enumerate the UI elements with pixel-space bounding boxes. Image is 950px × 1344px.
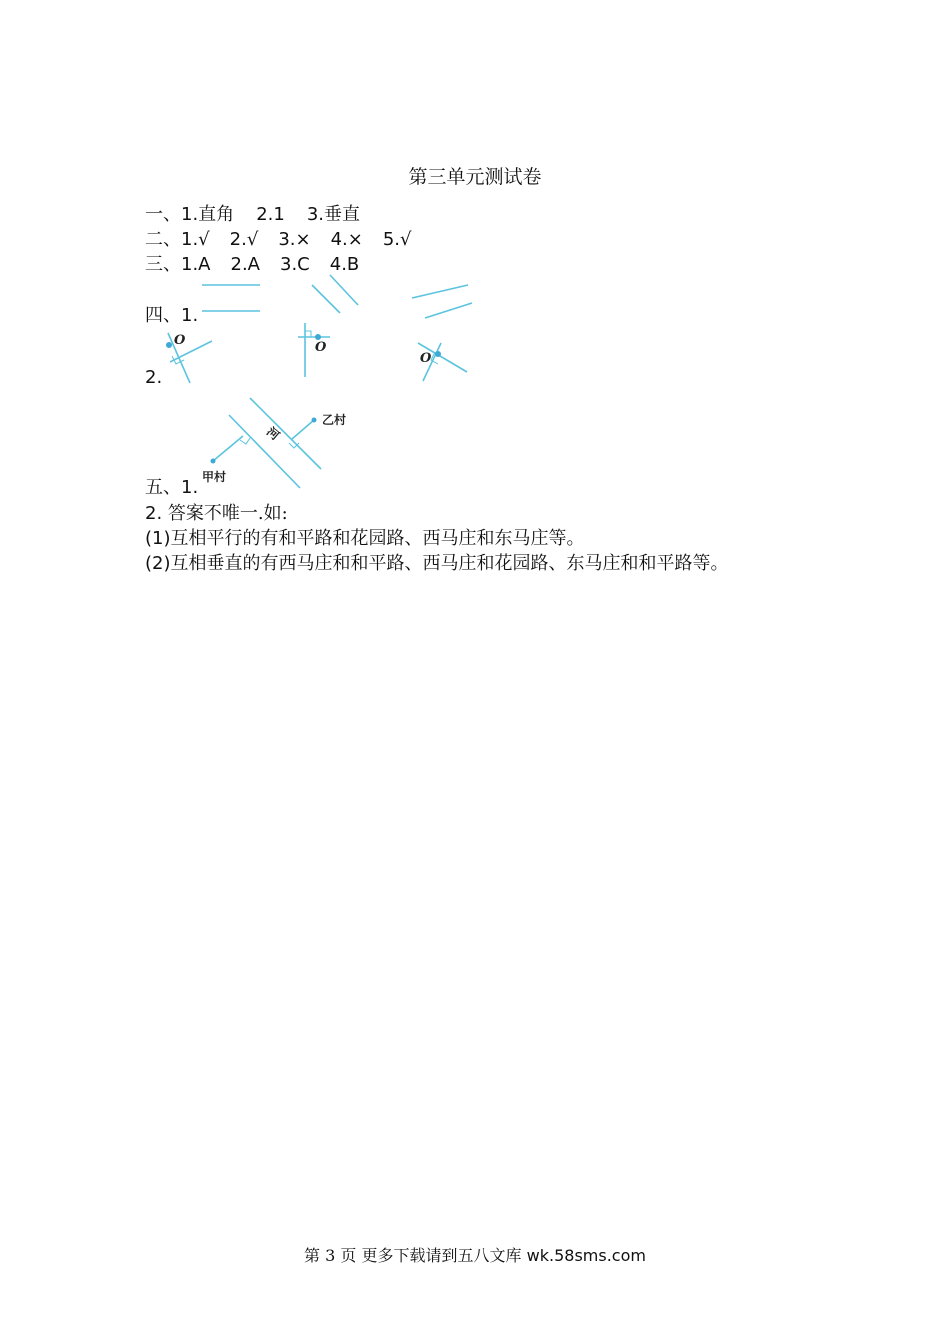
river-figure <box>213 398 321 488</box>
footer-promo: 更多下载请到五八文库 <box>361 1246 522 1265</box>
answer-1-3: 3.垂直 <box>306 204 361 225</box>
section-4-prefix: 四、 <box>145 305 181 326</box>
point-o-3-label: O <box>420 351 432 366</box>
footer-page-suffix: 页 <box>340 1246 357 1265</box>
answer-3-1: 1.A <box>181 254 211 275</box>
page-title: 第三单元测试卷 <box>408 166 542 188</box>
page-footer <box>0 1243 950 1266</box>
footer-site-link[interactable]: wk.58sms.com <box>526 1246 646 1265</box>
answer-3-4: 4.B <box>329 254 360 275</box>
answer-1-2: 2.1 <box>256 204 285 225</box>
answer-2-5: 5.√ <box>382 229 412 250</box>
answer-2-1: 1.√ <box>181 229 210 250</box>
footer-page-prefix: 第 <box>304 1246 321 1265</box>
answer-3-3: 3.C <box>280 254 310 275</box>
answer-line-1-text: 互相平行的有和平路和花园路、西马庄和东马庄等。 <box>170 528 585 549</box>
section-2-prefix: 二、 <box>145 229 181 250</box>
answer-3-2: 2.A <box>230 254 260 275</box>
answer-line-2-num: (2) <box>145 553 171 574</box>
village-a-label: 甲村 <box>202 470 227 484</box>
answer-line-2-text: 互相垂直的有西马庄和和平路、西马庄和花园路、东马庄和和平路等。 <box>170 553 729 574</box>
section-5-item-1-label: 1. <box>181 477 199 498</box>
answer-2-3: 3.× <box>278 229 311 250</box>
section-5-item-2-text: 答案不唯一.如: <box>167 503 288 524</box>
parallel-lines-figure <box>202 275 472 318</box>
section-3-prefix: 三、 <box>145 254 181 275</box>
answer-1-1: 1.直角 <box>181 204 235 225</box>
river-label: 河 <box>263 424 283 443</box>
village-b-point <box>312 418 317 423</box>
village-a-point <box>211 459 216 464</box>
section-4-item-2-label: 2. <box>145 367 163 388</box>
answer-line-1-num: (1) <box>145 528 171 549</box>
section-5-prefix: 五、 <box>145 477 181 498</box>
section-4-item-1-label: 1. <box>181 305 199 326</box>
answer-2-4: 4.× <box>330 229 363 250</box>
section-5-item-2-num: 2. <box>145 503 163 524</box>
answer-2-2: 2.√ <box>229 229 259 250</box>
point-o-2-label: O <box>315 340 327 355</box>
point-o-1 <box>166 342 172 348</box>
section-1-prefix: 一、 <box>145 204 181 225</box>
village-b-label: 乙村 <box>322 413 347 427</box>
footer-page-number: 3 <box>325 1246 336 1265</box>
point-o-3 <box>435 351 441 357</box>
point-o-1-label: O <box>174 333 186 348</box>
